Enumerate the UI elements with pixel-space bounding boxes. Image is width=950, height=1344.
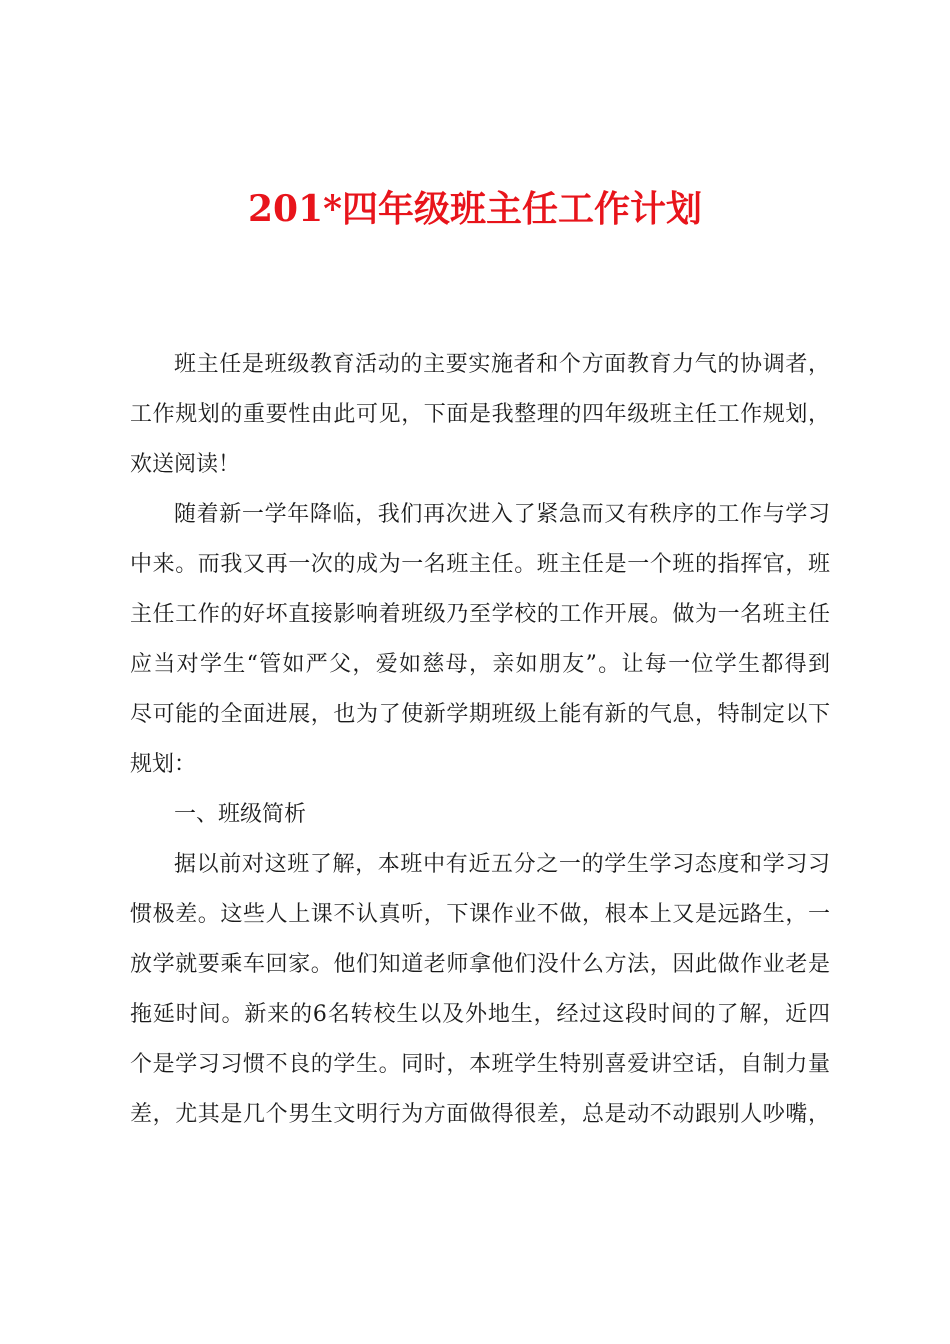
paragraph-background (130, 490, 830, 790)
paragraph-class-analysis (130, 840, 830, 1140)
paragraph-intro (130, 340, 830, 490)
text-line: 个是学习习惯不良的学生。同时，本班学生特别喜爱讲空话，自制力量 (130, 1052, 830, 1077)
section-heading-text: 一、班级简析 (174, 802, 307, 827)
text-line: 应当对学生“管如严父，爱如慈母，亲如朋友”。让每一位学生都得到 (130, 652, 830, 677)
text-line: 规划： (130, 752, 197, 777)
text-line: 随着新一学年降临，我们再次进入了紧急而又有秩序的工作与学习 (174, 502, 830, 527)
text-line: 中来。而我又再一次的成为一名班主任。班主任是一个班的指挥官，班 (130, 552, 830, 577)
text-line: 差，尤其是几个男生文明行为方面做得很差，总是动不动跟别人吵嘴， (130, 1102, 830, 1127)
text-line: 据以前对这班了解，本班中有近五分之一的学生学习态度和学习习 (174, 852, 830, 877)
text-line: 尽可能的全面进展，也为了使新学期班级上能有新的气息，特制定以下 (130, 702, 830, 727)
text-line: 惯极差。这些人上课不认真听，下课作业不做，根本上又是远路生，一 (130, 902, 830, 927)
document-body (130, 340, 830, 1140)
section-heading (130, 790, 830, 840)
text-line: 工作规划的重要性由此可见，下面是我整理的四年级班主任工作规划， (130, 402, 830, 427)
text-line: 拖延时间。新来的6名转校生以及外地生，经过这段时间的了解，近四 (130, 1002, 830, 1027)
text-line: 班主任是班级教育活动的主要实施者和个方面教育力气的协调者， (174, 352, 830, 377)
document-title: 201*四年级班主任工作计划 (248, 188, 702, 230)
text-line: 欢送阅读！ (130, 452, 241, 477)
text-line: 主任工作的好坏直接影响着班级乃至学校的工作开展。做为一名班主任 (130, 602, 830, 627)
text-line: 放学就要乘车回家。他们知道老师拿他们没什么方法，因此做作业老是 (130, 952, 830, 977)
